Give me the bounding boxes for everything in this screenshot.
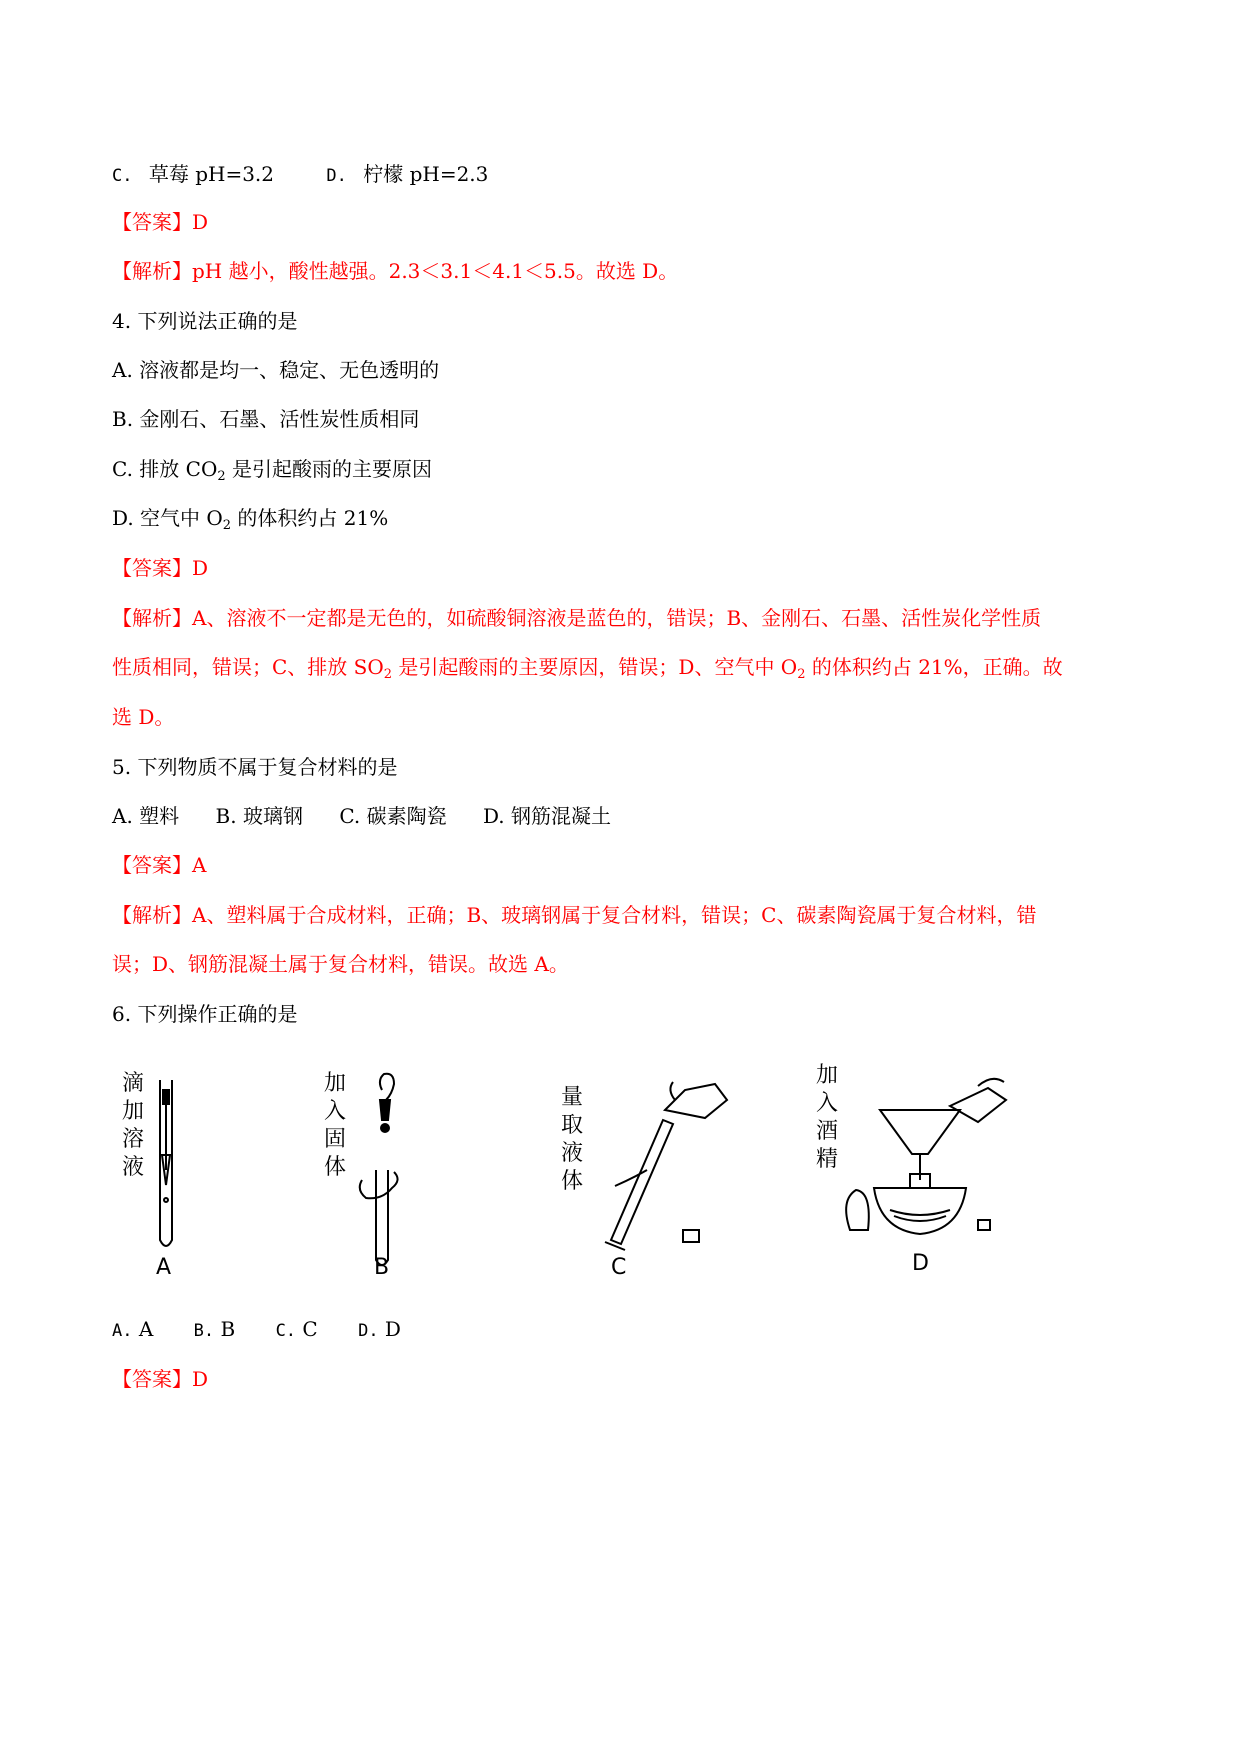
analysis-text-pre: 性质相同，错误；C、排放 SO <box>112 655 384 679</box>
analysis-tag: 【解析】 <box>112 606 192 630</box>
q6-option-b <box>194 1315 236 1345</box>
q4-answer <box>112 554 208 582</box>
answer-value: D <box>192 210 209 234</box>
figure-a-caption-char-4: 液 <box>122 1155 145 1180</box>
answer-value: D <box>192 556 209 580</box>
q4-option-b: B. 金刚石、石墨、活性炭性质相同 <box>112 407 420 431</box>
figure-d-caption-char-4: 精 <box>816 1147 839 1172</box>
q4-stem: 4. 下列说法正确的是 <box>112 309 298 333</box>
figure-c-caption-char-4: 体 <box>561 1169 584 1194</box>
q6-option-c-letter: C. <box>275 1321 297 1341</box>
analysis-text: pH 越小，酸性越强。2.3＜3.1＜4.1＜5.5。故选 D。 <box>192 259 679 283</box>
q3-option-c-text: 草莓 pH=3.2 <box>148 162 275 186</box>
q4-analysis-line-2 <box>112 653 1063 689</box>
figure-d-drawing <box>810 1060 1040 1280</box>
figure-c-caption-char-1: 量 <box>561 1085 584 1110</box>
q4-analysis-line-1 <box>112 604 1041 632</box>
q6-option-c <box>276 1315 318 1345</box>
figure-c-caption-char-2: 取 <box>561 1113 584 1138</box>
figure-d-caption <box>816 1063 838 1172</box>
q6-option-a <box>112 1315 153 1345</box>
q6-option-a-letter: A. <box>112 1321 133 1341</box>
analysis-text: A、溶液不一定都是无色的，如硫酸铜溶液是蓝色的，错误；B、金刚石、石墨、活性炭化学性质 <box>192 606 1042 630</box>
q4-option-c-post: 是引起酸雨的主要原因 <box>225 457 433 481</box>
figure-a <box>120 1060 240 1280</box>
figure-d <box>810 1060 1040 1280</box>
figure-b-caption-char-4: 体 <box>324 1155 347 1180</box>
q6-stem: 6. 下列操作正确的是 <box>112 1002 298 1026</box>
figure-c-caption-char-3: 液 <box>561 1141 584 1166</box>
q6-option-d-text: D <box>384 1317 401 1341</box>
q3-answer <box>112 208 208 236</box>
q4-option-d-post: 的体积约占 21% <box>231 506 389 530</box>
q3-options-line <box>112 160 488 190</box>
q6-option-c-text: C <box>302 1317 318 1341</box>
q6-option-d <box>358 1315 401 1345</box>
answer-value: A <box>192 853 207 877</box>
figure-a-label: A <box>156 1255 172 1280</box>
q4-option-c-sub: 2 <box>217 469 226 484</box>
analysis-tag: 【解析】 <box>112 259 192 283</box>
analysis-text-post: 的体积约占 21%，正确。故 <box>805 655 1063 679</box>
analysis-text: A、塑料属于合成材料，正确；B、玻璃钢属于复合材料，错误；C、碳素陶瓷属于复合材料，错 <box>192 903 1037 927</box>
figure-b <box>322 1060 452 1280</box>
figure-d-caption-char-2: 入 <box>816 1091 839 1116</box>
figure-c <box>555 1060 745 1280</box>
figure-a-drawing <box>120 1060 240 1280</box>
q6-answer <box>112 1365 208 1393</box>
figure-a-caption-char-2: 加 <box>122 1099 145 1124</box>
q4-option-d <box>112 504 388 540</box>
q4-option-d-pre: D. 空气中 O <box>112 506 223 530</box>
figure-b-caption-char-2: 入 <box>324 1099 347 1124</box>
figure-c-label: C <box>611 1255 627 1280</box>
q4-option-c <box>112 455 432 491</box>
q3-option-d-letter: D. <box>326 166 347 186</box>
analysis-sub: 2 <box>383 667 393 682</box>
figure-b-caption-char-3: 固 <box>324 1127 347 1152</box>
figure-b-caption-char-1: 加 <box>324 1071 347 1096</box>
q4-option-d-sub: 2 <box>222 518 232 533</box>
analysis-text-mid: 是引起酸雨的主要原因，错误；D、空气中 O <box>392 655 798 679</box>
q5-option-d: D. 钢筋混凝土 <box>482 804 612 828</box>
q4-option-c-pre: C. 排放 CO <box>112 457 218 481</box>
figure-b-drawing <box>322 1060 452 1280</box>
figure-c-caption <box>561 1085 583 1194</box>
q6-option-b-text: B <box>220 1317 236 1341</box>
q5-options <box>112 802 611 830</box>
figure-d-label: D <box>912 1251 929 1276</box>
q5-option-c: C. 碳素陶瓷 <box>339 804 447 828</box>
q3-analysis <box>112 257 678 285</box>
q5-option-b: B. 玻璃钢 <box>215 804 303 828</box>
q4-analysis-line-3: 选 D。 <box>112 705 175 729</box>
answer-tag: 【答案】 <box>112 210 192 234</box>
figure-d-caption-char-3: 酒 <box>816 1119 839 1144</box>
q3-option-c-letter: C. <box>112 166 133 186</box>
answer-value: D <box>192 1367 209 1391</box>
q6-option-d-letter: D. <box>358 1321 379 1341</box>
figure-a-caption-char-3: 溶 <box>122 1127 145 1152</box>
answer-tag: 【答案】 <box>112 1367 192 1391</box>
answer-tag: 【答案】 <box>112 556 192 580</box>
q5-analysis-line-1 <box>112 901 1036 929</box>
figure-a-caption-char-1: 滴 <box>122 1071 145 1096</box>
analysis-sub: 2 <box>797 667 806 682</box>
q5-option-a: A. 塑料 <box>112 804 180 828</box>
figure-b-caption <box>324 1071 346 1180</box>
q6-option-b-letter: B. <box>193 1321 215 1341</box>
figure-c-drawing <box>555 1060 745 1280</box>
q5-analysis-line-2: 误；D、钢筋混凝土属于复合材料，错误。故选 A。 <box>112 952 569 976</box>
analysis-tag: 【解析】 <box>112 903 192 927</box>
figure-d-caption-char-1: 加 <box>816 1063 839 1088</box>
q5-stem: 5. 下列物质不属于复合材料的是 <box>112 755 398 779</box>
q6-options <box>112 1315 401 1345</box>
figure-a-caption <box>122 1071 144 1180</box>
figure-b-label: B <box>374 1255 390 1280</box>
answer-tag: 【答案】 <box>112 853 192 877</box>
q6-option-a-text: A <box>138 1317 154 1341</box>
q5-answer <box>112 851 206 879</box>
q3-option-d-text: 柠檬 pH=2.3 <box>363 162 489 186</box>
q4-option-a: A. 溶液都是均一、稳定、无色透明的 <box>112 358 440 382</box>
